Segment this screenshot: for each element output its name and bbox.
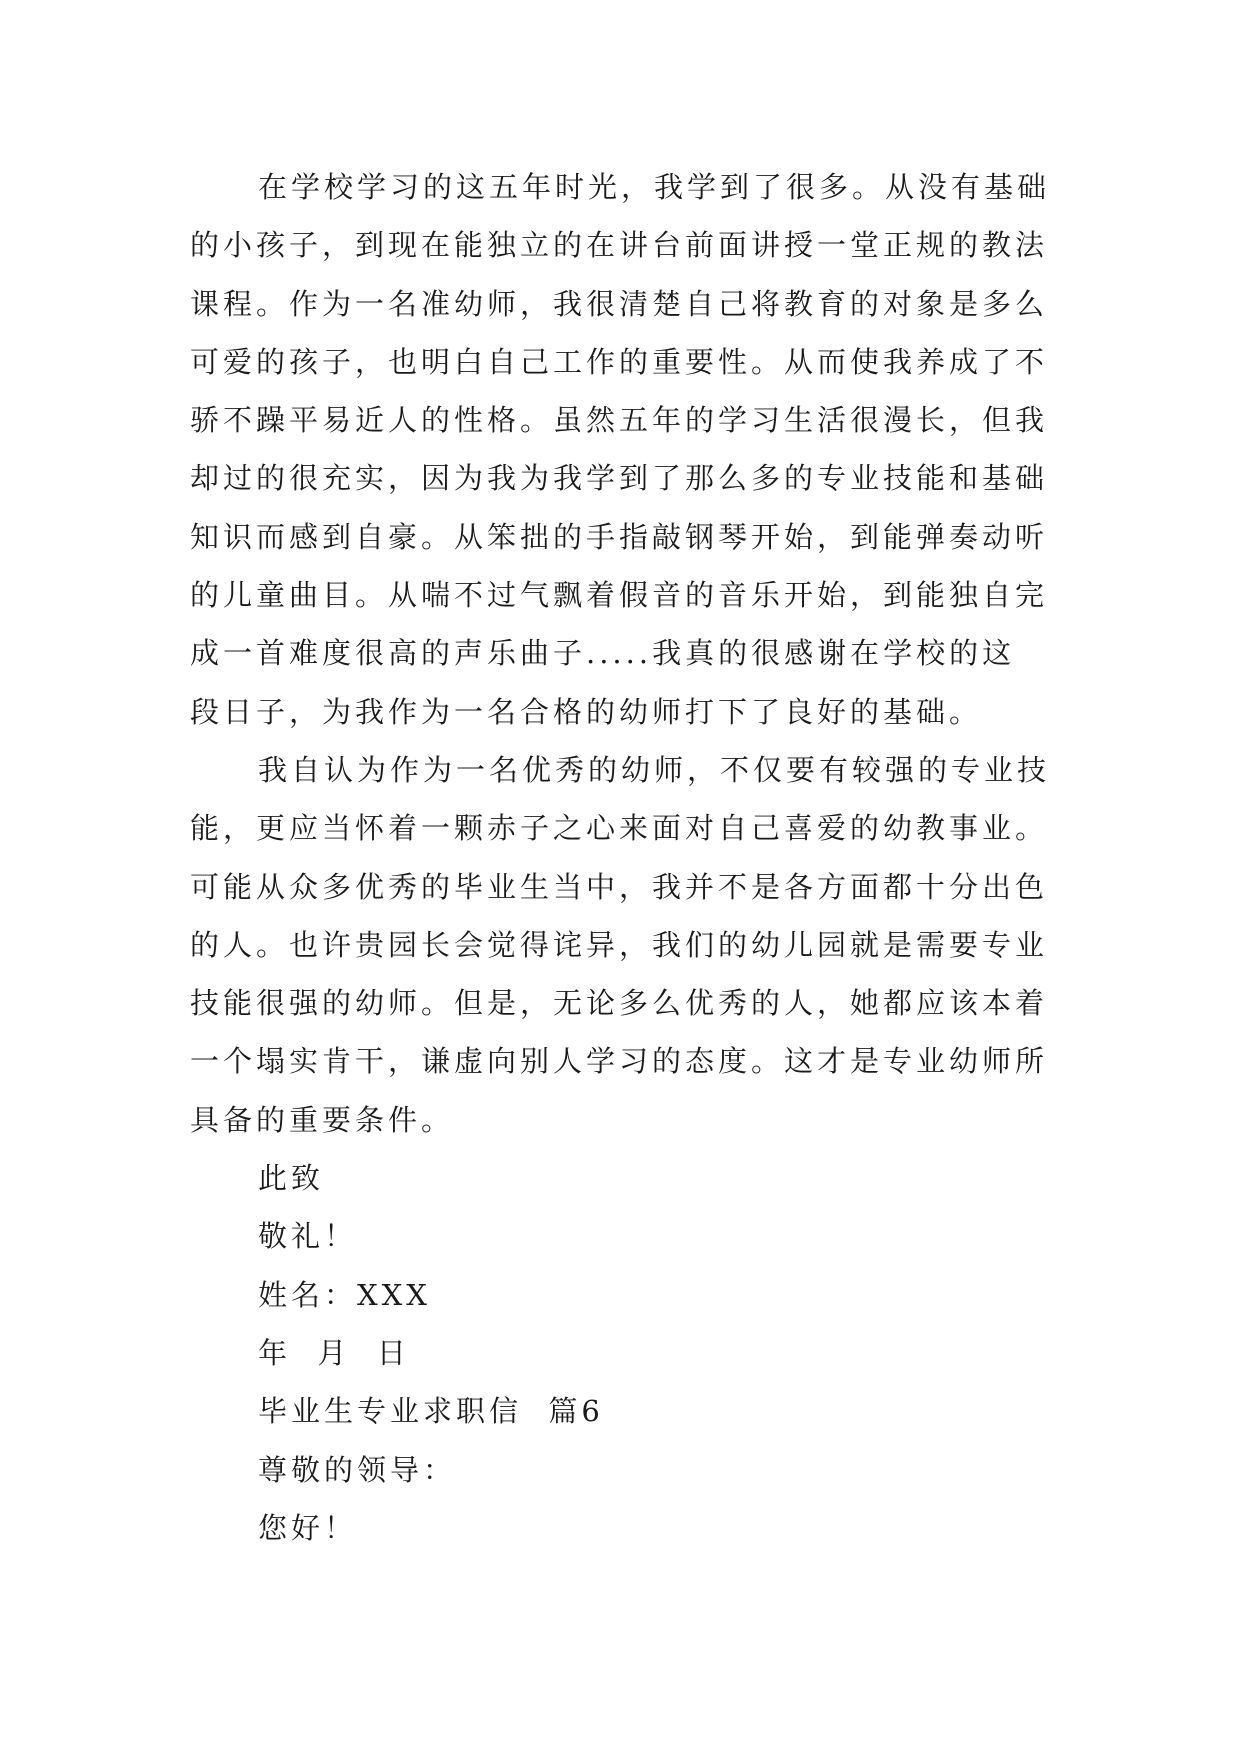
text-line: 成一首难度很高的声乐曲子.....我真的很感谢在学校的这 bbox=[190, 636, 1016, 671]
text-line: 的小孩子，到现在能独立的在讲台前面讲授一堂正规的教法 bbox=[190, 228, 1049, 263]
text-line: 具备的重要条件。 bbox=[190, 1102, 455, 1137]
text-line: 可爱的孩子，也明白自己工作的重要性。从而使我养成了不 bbox=[190, 344, 1049, 379]
text-line: 一个塌实肯干，谦虚向别人学习的态度。这才是专业幼师所 bbox=[190, 1044, 1049, 1079]
document-body bbox=[190, 158, 1070, 1557]
paragraph-1 bbox=[190, 158, 1070, 741]
text-line: 可能从众多优秀的毕业生当中，我并不是各方面都十分出色 bbox=[190, 869, 1049, 904]
text-line: 的人。也许贵园长会觉得诧异，我们的幼儿园就是需要专业 bbox=[190, 927, 1049, 962]
closing-salute: 敬礼！ bbox=[258, 1219, 358, 1254]
letter-hello: 您好！ bbox=[258, 1510, 358, 1545]
closing-block bbox=[190, 1149, 1070, 1382]
text-line: 知识而感到自豪。从笨拙的手指敲钢琴开始，到能弹奏动听 bbox=[190, 519, 1049, 554]
paragraph-2 bbox=[190, 741, 1070, 1149]
section-heading: 毕业生专业求职信 篇6 bbox=[258, 1394, 604, 1429]
text-line: 能，更应当怀着一颗赤子之心来面对自己喜爱的幼教事业。 bbox=[190, 811, 1049, 846]
text-line: 技能很强的幼师。但是，无论多么优秀的人，她都应该本着 bbox=[190, 986, 1049, 1021]
text-line: 骄不躁平易近人的性格。虽然五年的学习生活很漫长，但我 bbox=[190, 403, 1049, 438]
text-line: 的儿童曲目。从喘不过气飘着假音的音乐开始，到能独自完 bbox=[190, 578, 1049, 613]
text-line: 却过的很充实，因为我为我学到了那么多的专业技能和基础 bbox=[190, 461, 1049, 496]
signature-date: 年 月 日 bbox=[258, 1335, 410, 1370]
letter-salutation: 尊敬的领导： bbox=[258, 1452, 457, 1487]
text-line: 段日子，为我作为一名合格的幼师打下了良好的基础。 bbox=[190, 694, 983, 729]
text-line: 在学校学习的这五年时光，我学到了很多。从没有基础 bbox=[258, 170, 1051, 204]
closing-greeting: 此致 bbox=[258, 1161, 325, 1196]
text-line: 课程。作为一名准幼师，我很清楚自己将教育的对象是多么 bbox=[190, 286, 1049, 321]
signature-name: 姓名：XXX bbox=[258, 1277, 431, 1312]
text-line: 我自认为作为一名优秀的幼师，不仅要有较强的专业技 bbox=[258, 752, 1051, 787]
next-section bbox=[190, 1382, 1070, 1557]
